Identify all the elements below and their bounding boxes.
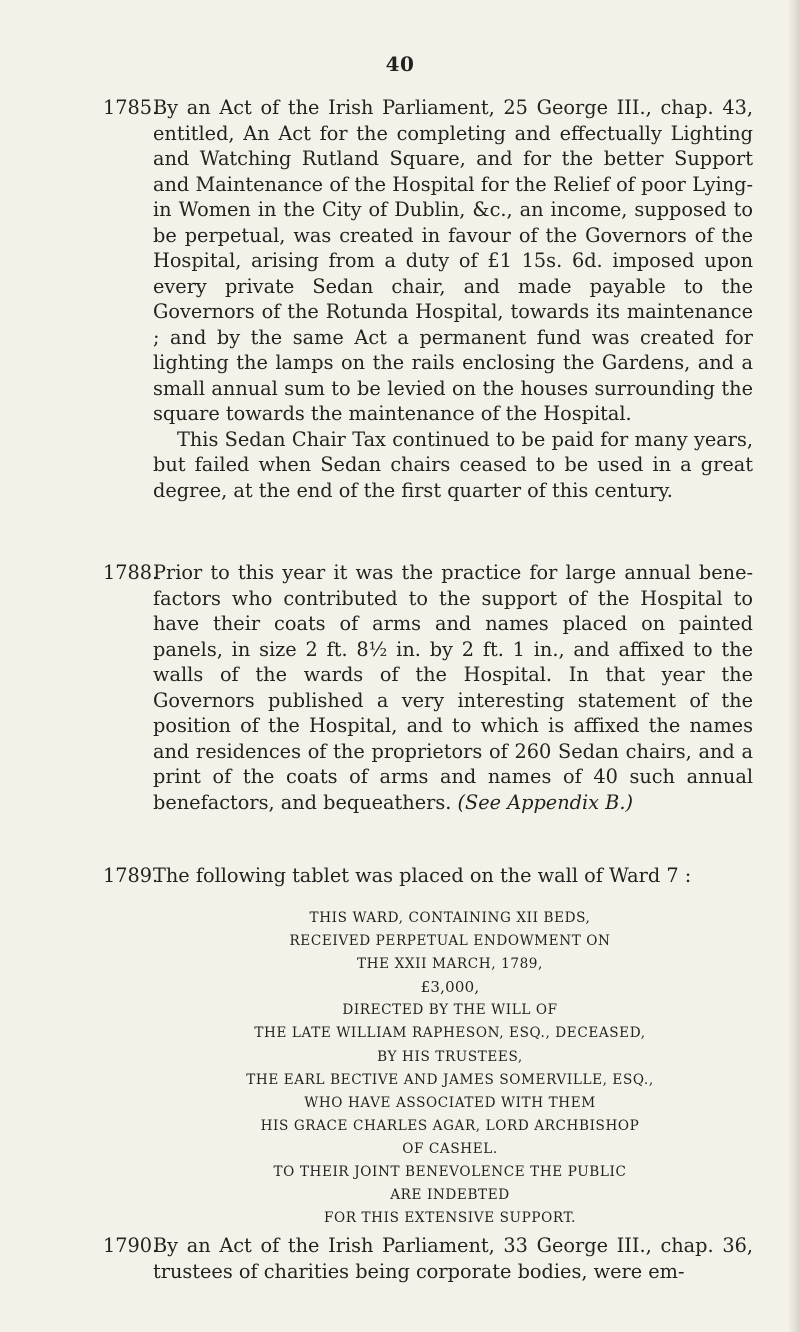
tablet-inscription: [150, 907, 750, 1230]
entry-paragraph: This Sedan Chair Tax continued to be paid for many years, but failed when Sedan chairs ceased to be used in a great degree, at the end of the first quarter of this century.: [153, 427, 753, 502]
tablet-line: HIS GRACE CHARLES AGAR, LORD ARCHBISHOP: [260, 1117, 640, 1134]
entry-1788: [103, 560, 753, 815]
tablet-line: DIRECTED BY THE WILL OF: [342, 1002, 558, 1019]
page-edge-shadow: [788, 0, 800, 1332]
entry-paragraph: By an Act of the Irish Parliament, 33 George III., chap. 36, trustees of charities being corporate bodies, were em-: [153, 1234, 753, 1283]
tablet-line: BY HIS TRUSTEES,: [377, 1048, 523, 1065]
tablet-line: THE XXII MARCH, 1789,: [357, 956, 543, 973]
entry-text: [153, 1233, 753, 1284]
tablet-line: £3,000,: [420, 978, 480, 997]
entry-year: 1789.: [103, 864, 159, 887]
tablet-line: FOR THIS EXTENSIVE SUPPORT.: [323, 1210, 577, 1227]
entry-1789: [103, 863, 753, 889]
tablet-line: THIS WARD, CONTAINING XII BEDS,: [309, 910, 591, 926]
entry-1790: [103, 1233, 753, 1284]
entry-paragraph-body: Prior to this year it was the practice for large annual bene- factors who contributed to the support of the Hospital to have their coats of arms and names placed on painted panels, in size 2 ft. 8½ in. by 2 ft. 1 in., and affixed to the walls of the wards of the Hospital. In that year the Governors published a very interesting statement of the position of the Hospital, and to which is affixed the names and residences of the proprietors of 260 Sedan chairs, and a print of the coats of arms and names of 40 such annual benefactors, and bequeathers.: [153, 561, 753, 814]
entry-text: [153, 560, 753, 815]
tablet-line: WHO HAVE ASSOCIATED WITH THEM: [304, 1094, 596, 1111]
tablet-line: THE EARL BECTIVE AND JAMES SOMERVILLE, ESQ.,: [246, 1071, 654, 1088]
entry-1785: [103, 95, 753, 503]
entry-year: 1790.: [103, 1234, 159, 1257]
entry-text: [153, 95, 753, 503]
tablet-line: ARE INDEBTED: [390, 1187, 510, 1204]
tablet-line: TO THEIR JOINT BENEVOLENCE THE PUBLIC: [273, 1164, 627, 1181]
entry-text: [153, 863, 753, 889]
tablet-line: THE LATE WILLIAM RAPHESON, ESQ., DECEASED,: [254, 1025, 646, 1042]
entry-year: 1785.: [103, 96, 159, 119]
entry-year: 1788.: [103, 561, 159, 584]
appendix-reference: (See Appendix B.): [457, 790, 633, 814]
tablet-line: OF CASHEL.: [402, 1140, 498, 1157]
entry-paragraph: The following tablet was placed on the wall of Ward 7 :: [153, 864, 692, 887]
entry-paragraph: By an Act of the Irish Parliament, 25 George III., chap. 43, entitled, An Act for the completing and effectually Lighting and Watching Rutland Square, and for the better Support and Maintenance of the Hospital for the Relief of poor Lying-in Women in the City of Dublin, &c., an income, supposed to be perpetual, was created in favour of the Governors of the Hospital, arising from a duty of £1 15s. 6d. imposed upon every private Sedan chair, and made payable to the Governors of the Rotunda Hospital, towards its maintenance ; and by the same Act a permanent fund was created for lighting the lamps on the rails enclosing the Gardens, and a small annual sum to be levied on the houses surrounding the square towards the maintenance of the Hospital.: [153, 96, 753, 425]
tablet-line: RECEIVED PERPETUAL ENDOWMENT ON: [289, 933, 611, 950]
entry-paragraph: [153, 560, 753, 815]
page-number: 40: [385, 52, 415, 76]
